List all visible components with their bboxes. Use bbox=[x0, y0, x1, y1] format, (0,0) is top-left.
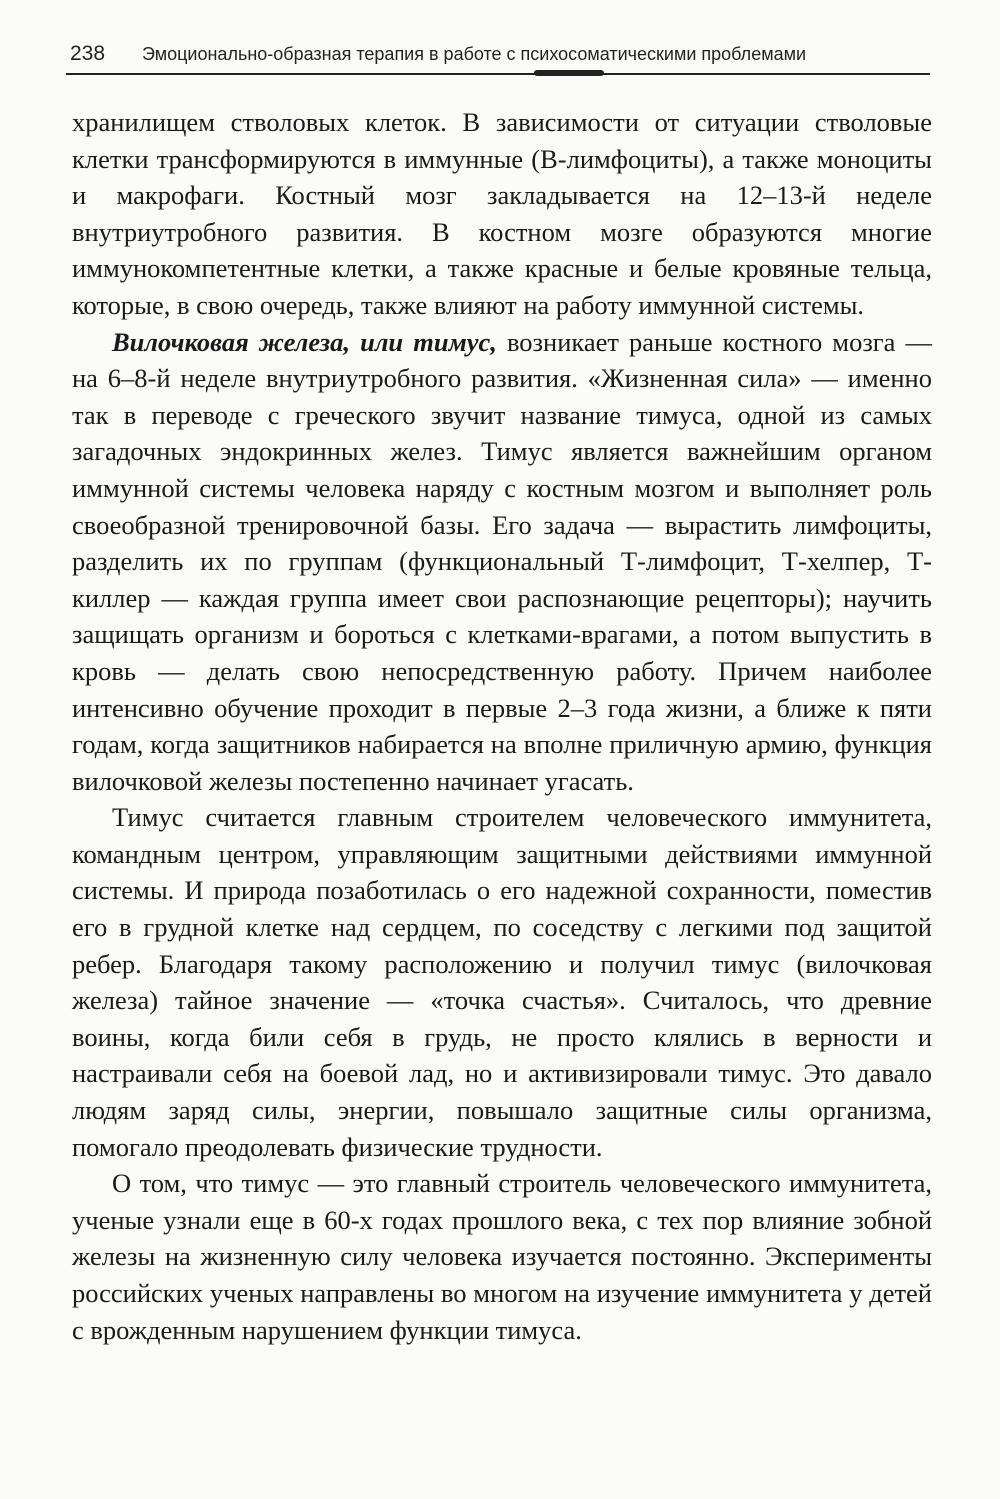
paragraph-text: хранилищем стволовых клеток. В зависимости от ситуации стволовые клетки трансформируются в иммунные (В-лимфоциты), а также моноциты и макрофаги. Костный мозг закладывается на 12–13-й неделе внутриутробного развития. В костном мозге образуются многие иммунокомпетентные клетки, а также красные и белые кровяные тельца, которые, в свою очередь, также влияют на работу иммунной системы. bbox=[72, 107, 932, 320]
header-ornament bbox=[534, 70, 604, 76]
paragraph-research bbox=[72, 1165, 932, 1348]
paragraph-continued bbox=[72, 104, 932, 324]
page-header bbox=[66, 40, 930, 80]
page-number: 238 bbox=[70, 42, 106, 65]
paragraph-thymus bbox=[72, 324, 932, 800]
paragraph-thymus-role bbox=[72, 799, 932, 1165]
body-text bbox=[72, 104, 932, 1348]
paragraph-text: возникает раньше костного мозга — на 6–8-й неделе внутриутробного развития. «Жизненная сила» — именно так в переводе с греческого звучит название тимуса, одной из самых загадочных эндокринных желез. Тимус является важнейшим органом иммунной системы человека наряду с костным мозгом и выполняет роль своеобразной тренировочной базы. Его задача — вырастить лимфоциты, разделить их по группам (функциональный Т-лимфоцит, Т-хелпер, Т-киллер — каждая группа имеет свои распознающие рецепторы); научить защищать организм и бороться с клетками-врагами, а потом выпустить в кровь — делать свою непосредственную работу. Причем наиболее интенсивно обучение проходит в первые 2–3 года жизни, а ближе к пяти годам, когда защитников набирается на вполне приличную армию, функция вилочковой железы постепенно начинает угасать. bbox=[72, 326, 932, 796]
header-rule bbox=[66, 73, 930, 75]
paragraph-text: О том, что тимус — это главный строитель человеческого иммунитета, ученые узнали еще в 60-х годах прошлого века, с тех пор влияние зобной железы на жизненную силу человека изучается постоянно. Эксперименты российских ученых направлены во многом на изучение иммунитета у детей с врожденным нарушением функции тимуса. bbox=[72, 1168, 932, 1345]
paragraph-text: Тимус считается главным строителем человеческого иммунитета, командным центром, управляющим защитными действиями иммунной системы. И природа позаботилась о его надежной сохранности, поместив его в грудной клетке над сердцем, по соседству с легкими под защитой ребер. Благодаря такому расположению и получил тимус (вилочковая железа) тайное значение — «точка счастья». Считалось, что древние воины, когда били себя в грудь, не просто клялись в верности и настраивали себя на боевой лад, но и активизировали тимус. Это давало людям заряд силы, энергии, повышало защитные силы организма, помогало преодолевать физические трудности. bbox=[72, 802, 932, 1162]
term-thymus: Вилочковая железа, или тимус, bbox=[112, 326, 497, 357]
running-head: Эмоционально-образная терапия в работе с психосоматическими проблемами bbox=[142, 44, 807, 64]
